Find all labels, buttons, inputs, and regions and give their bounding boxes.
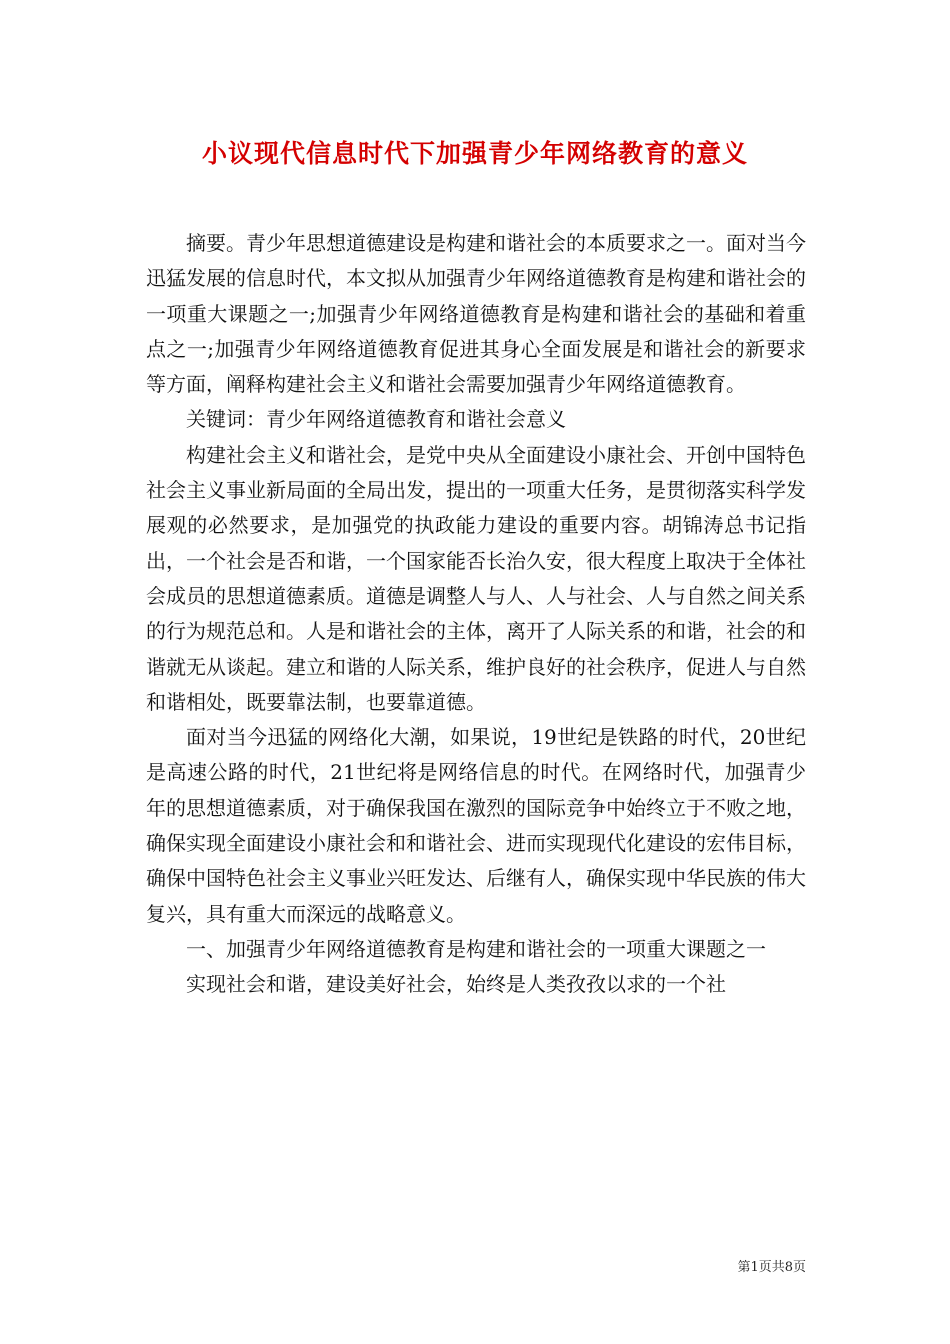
section-heading: 一、加强青少年网络道德教育是构建和谐社会的一项重大课题之一: [186, 936, 766, 961]
body-paragraph: 构建社会主义和谐社会，是党中央从全面建设小康社会、开创中国特色社会主义事业新局面的全局出发，提出的一项重大任务，是贯彻落实科学发展观的必然要求，是加强党的执政能力建设的重要内容。胡锦涛总书记指出，一个社会是否和谐，一个国家能否长治久安，很大程度上取决于全体社会成员的思想道德素质。道德是调整人与人、人与社会、人与自然之间关系的行为规范总和。人是和谐社会的主体，离开了人际关系的和谐，社会的和谐就无从谈起。建立和谐的人际关系，维护良好的社会秩序，促进人与自然和谐相处，既要靠法制，也要靠道德。: [146, 442, 806, 714]
document-title: 小议现代信息时代下加强青少年网络教育的意义: [201, 139, 748, 168]
document-body: [146, 226, 806, 1003]
abstract-paragraph: 摘要。青少年思想道德建设是构建和谐社会的本质要求之一。面对当今迅猛发展的信息时代，本文拟从加强青少年网络道德教育是构建和谐社会的一项重大课题之一;加强青少年网络道德教育是构建和谐社会的基础和着重点之一;加强青少年网络道德教育促进其身心全面发展是和谐社会的新要求等方面，阐释构建社会主义和谐社会需要加强青少年网络道德教育。: [146, 231, 806, 397]
keywords-paragraph: 关键词：青少年网络道德教育和谐社会意义: [186, 407, 566, 432]
body-paragraph: 面对当今迅猛的网络化大潮，如果说，19世纪是铁路的时代，20世纪是高速公路的时代，21世纪将是网络信息的时代。在网络时代，加强青少年的思想道德素质，对于确保我国在激烈的国际竞争中始终立于不败之地，确保实现全面建设小康社会和和谐社会、进而实现现代化建设的宏伟目标，确保中国特色社会主义事业兴旺发达、后继有人，确保实现中华民族的伟大复兴，具有重大而深远的战略意义。: [146, 725, 806, 926]
body-paragraph: 实现社会和谐，建设美好社会，始终是人类孜孜以求的一个社: [186, 972, 726, 997]
page-number-footer: 第1页共8页: [737, 1260, 806, 1275]
